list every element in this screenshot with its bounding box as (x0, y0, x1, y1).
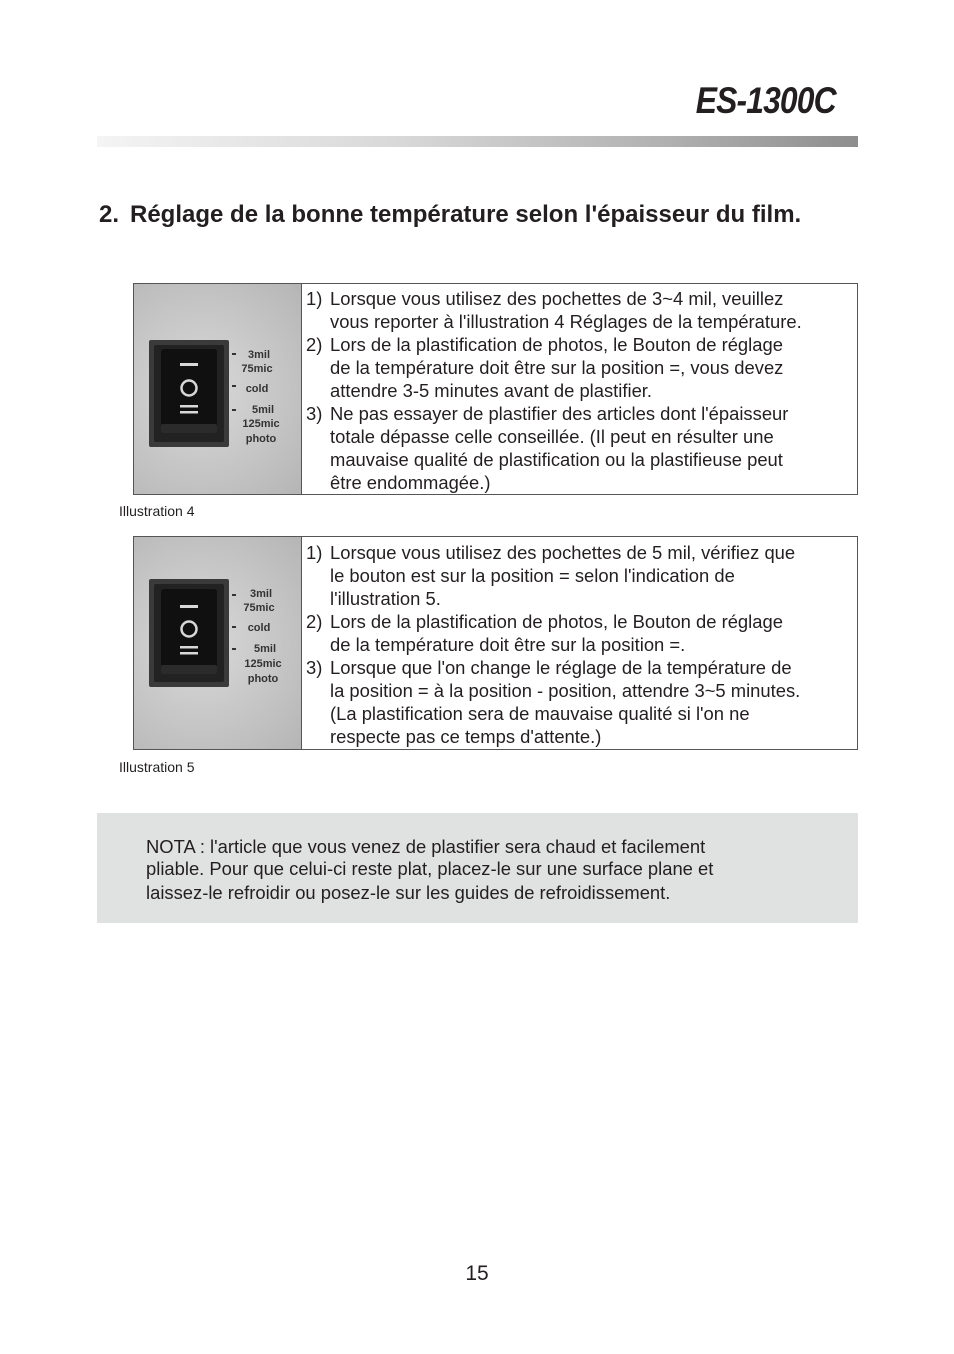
header-gradient-bar (97, 136, 858, 147)
switch-label: 75mic (241, 363, 273, 375)
switch-label: photo (247, 673, 279, 685)
switch-label: 125mic (242, 418, 280, 430)
switch-label: cold (247, 622, 271, 634)
page-number: 15 (465, 1262, 489, 1285)
switch-label: cold (245, 383, 269, 395)
note-box (97, 813, 858, 923)
model-name: ES-1300C (696, 80, 836, 121)
section-number: 2. (99, 201, 120, 228)
illustration-caption-4: Illustration 4 (119, 503, 195, 519)
list-item: 3) Ne pas essayer de plastifier des articles dont l'épaisseur totale dépasse celle conseillée. (Il peut en résulter une mauvaise qualité de plastification ou la plastifieuse peut être endommagée.) (306, 403, 789, 493)
switch-label: 75mic (243, 602, 275, 614)
switch-label: 3mil (247, 349, 271, 361)
instruction-panel-2 (133, 536, 858, 750)
note-text: NOTA : l'article que vous venez de plastifier sera chaud et facilement pliable. Pour que celui-ci reste plat, placez-le sur une surface plane et laissez-le refroidir ou posez-le sur les guides de refroidissement. (146, 836, 714, 903)
list-item: 2) Lors de la plastification de photos, le Bouton de réglage de la température doit être sur la position =. (306, 611, 783, 655)
switch-label: 5mil (251, 404, 275, 416)
switch-photo-1 (134, 284, 302, 494)
rocker-switch-icon (134, 537, 301, 749)
switch-label: 125mic (244, 658, 282, 670)
switch-label: photo (245, 433, 277, 445)
illustration-caption-5: Illustration 5 (119, 759, 195, 775)
section-heading (99, 201, 859, 229)
list-item: 3) Lorsque que l'on change le réglage de la température de la position = à la position - position, attendre 3~5 minutes. (La plastification sera de mauvaise qualité si l'on ne respecte pas ce temps d'attente.) (306, 657, 801, 747)
section-title: Réglage de la bonne température selon l'épaisseur du film. (130, 201, 802, 228)
list-item: 1) Lorsque vous utilisez des pochettes de 5 mil, vérifiez que le bouton est sur la position = selon l'indication de l'illustration 5. (306, 542, 796, 609)
switch-label: 3mil (249, 588, 273, 600)
switch-label: 5mil (253, 643, 277, 655)
instruction-panel-1 (133, 283, 858, 495)
instruction-list-1 (302, 284, 806, 494)
list-item: 2) Lors de la plastification de photos, le Bouton de réglage de la température doit être sur la position =, vous devez attendre 3-5 minutes avant de plastifier. (306, 334, 784, 401)
rocker-switch-icon (134, 284, 301, 494)
switch-photo-2 (134, 537, 302, 749)
list-item: 1) Lorsque vous utilisez des pochettes de 3~4 mil, veuillez vous reporter à l'illustration 4 Réglages de la température. (306, 288, 802, 332)
instruction-list-2 (302, 537, 804, 749)
